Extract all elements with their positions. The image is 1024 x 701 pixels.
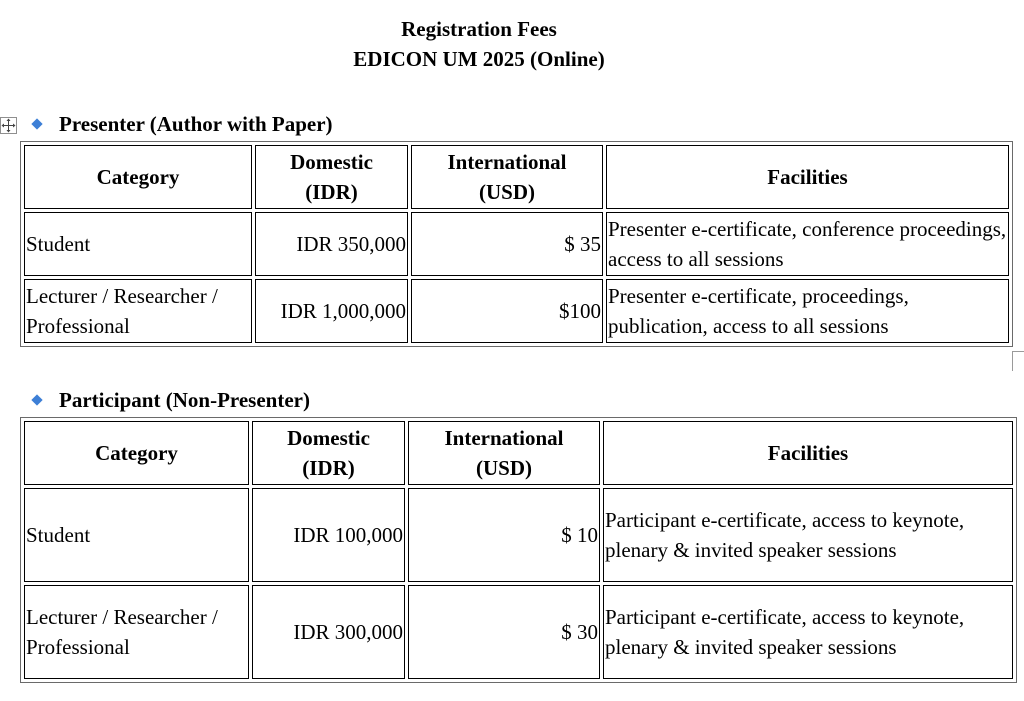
category-cell: Lecturer / Researcher / Professional [24, 279, 252, 343]
presenter-section-heading [30, 110, 333, 138]
category-cell: Student [24, 488, 249, 582]
international-header [411, 145, 603, 209]
participant-section-heading [30, 386, 310, 414]
international-fee-cell: $ 35 [411, 212, 603, 276]
international-fee-cell: $ 10 [408, 488, 600, 582]
facilities-cell: Presenter e-certificate, conference proceedings, access to all sessions [606, 212, 1009, 276]
table-move-handle-icon[interactable] [0, 117, 17, 134]
domestic-fee-cell: IDR 1,000,000 [255, 279, 408, 343]
document-subtitle: EDICON UM 2025 (Online) [353, 47, 605, 71]
diamond-bullet-icon [31, 118, 42, 129]
facilities-header: Facilities [606, 145, 1009, 209]
domestic-fee-cell: IDR 350,000 [255, 212, 408, 276]
table-resize-handle-icon[interactable] [1012, 351, 1024, 371]
table-row [24, 585, 1013, 679]
facilities-cell: Participant e-certificate, access to keynote, plenary & invited speaker sessions [603, 585, 1013, 679]
facilities-cell: Presenter e-certificate, proceedings, publication, access to all sessions [606, 279, 1009, 343]
domestic-header-line2: (IDR) [305, 180, 358, 204]
international-header-line1: International [444, 426, 564, 450]
category-header: Category [24, 145, 252, 209]
participant-fee-table [20, 417, 1017, 683]
international-fee-cell: $100 [411, 279, 603, 343]
table-row [24, 488, 1013, 582]
category-cell: Student [24, 212, 252, 276]
facilities-header: Facilities [603, 421, 1013, 485]
category-cell: Lecturer / Researcher / Professional [24, 585, 249, 679]
domestic-fee-cell: IDR 100,000 [252, 488, 405, 582]
international-header [408, 421, 600, 485]
table-header-row [24, 145, 1009, 209]
table-header-row [24, 421, 1013, 485]
international-fee-cell: $ 30 [408, 585, 600, 679]
domestic-header-line2: (IDR) [302, 456, 355, 480]
presenter-fee-table [20, 141, 1013, 347]
diamond-bullet-icon [31, 394, 42, 405]
participant-heading-text: Participant (Non-Presenter) [59, 388, 310, 412]
international-header-line2: (USD) [479, 180, 535, 204]
domestic-header [252, 421, 405, 485]
table-row [24, 212, 1009, 276]
document-title: Registration Fees [401, 17, 557, 41]
domestic-header-line1: Domestic [290, 150, 373, 174]
international-header-line2: (USD) [476, 456, 532, 480]
category-header: Category [24, 421, 249, 485]
table-row [24, 279, 1009, 343]
international-header-line1: International [447, 150, 567, 174]
presenter-heading-text: Presenter (Author with Paper) [59, 112, 333, 136]
domestic-header-line1: Domestic [287, 426, 370, 450]
domestic-header [255, 145, 408, 209]
domestic-fee-cell: IDR 300,000 [252, 585, 405, 679]
facilities-cell: Participant e-certificate, access to keynote, plenary & invited speaker sessions [603, 488, 1013, 582]
